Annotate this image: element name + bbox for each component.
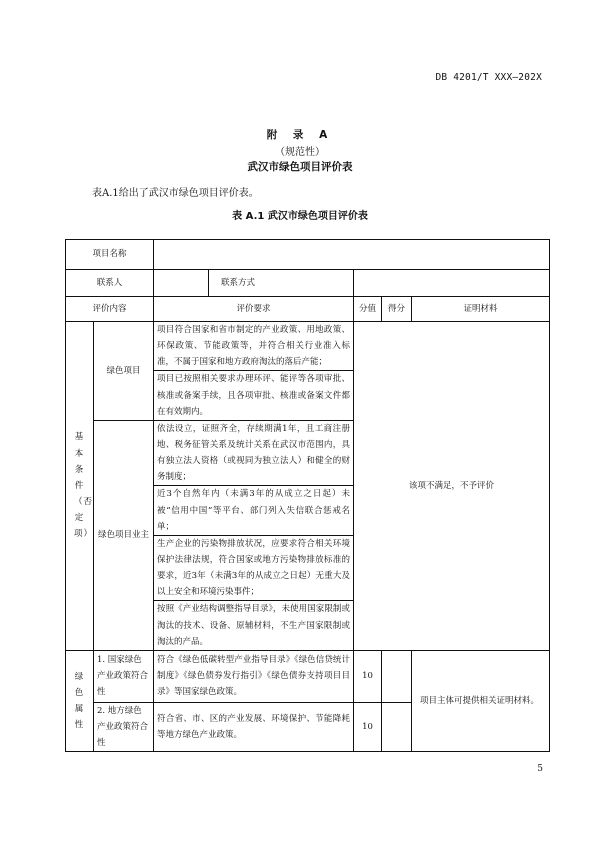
appendix-title: 附 录 A [266, 129, 334, 141]
appendix-normative: （规范性） [275, 147, 325, 158]
green-item-score: 10 [354, 702, 382, 751]
basic-requirement: 生产企业的污染物排放状况，应要求符合相关环境保护法律法规，符合国家或地方污染物排放标准的要求，近3年（未满3年的从成立之日起）无重大及以上安全和环境污染事件； [154, 535, 354, 601]
intro-text: 表A.1给出了武汉市绿色项目评价表。 [92, 188, 259, 199]
project-name-value [154, 240, 550, 270]
header-obtained: 得分 [382, 297, 412, 322]
basic-conditions-label: 基本条件（否定项） [66, 322, 94, 651]
green-item-name: 1. 国家绿色产业政策符合性 [94, 650, 154, 702]
basic-requirement: 项目已按照相关要求办理环评、能评等各项审批、核准或备案手续，且各项审批、核准或备案文件都在有效期内。 [154, 371, 354, 420]
table-caption: 表 A.1 武汉市绿色项目评价表 [232, 211, 368, 222]
contact-value [154, 270, 209, 297]
green-item-obtained [382, 650, 412, 702]
basic-requirement: 依法设立，证照齐全，存续期满1年，且工商注册地、税务征管关系及统计关系在武汉市范围内，具有独立法人资格（或视同为独立法人）和健全的财务制度； [154, 420, 354, 486]
green-item-obtained [382, 702, 412, 751]
green-item-score: 10 [354, 650, 382, 702]
header-requirement: 评价要求 [154, 297, 354, 322]
header-content: 评价内容 [66, 297, 154, 322]
page-number: 5 [537, 764, 543, 774]
green-item-requirement: 符合省、市、区的产业发展、环境保护、节能降耗等地方绿色产业政策。 [154, 702, 354, 751]
green-item-requirement: 符合《绿色低碳转型产业指导目录》《绿色信贷统计制度》《绿色债券发行指引》《绿色债券支持项目目录》等国家绿色政策。 [154, 650, 354, 702]
row-green-1 [66, 650, 550, 702]
contact-method-value [354, 270, 550, 297]
basic-note: 该项不满足，不予评价 [354, 322, 550, 651]
green-project-label: 绿色项目 [94, 322, 154, 421]
basic-requirement: 项目符合国家和省市制定的产业政策、用地政策、环保政策、节能政策等，并符合相关行业准入标准，不属于国家和地方政府淘汰的落后产能； [154, 322, 354, 371]
project-name-label: 项目名称 [66, 240, 154, 270]
row-basic-1 [66, 322, 550, 371]
contact-label: 联系人 [66, 270, 154, 297]
standard-code: DB 4201/T XXX—202X [435, 72, 542, 83]
row-headers [66, 297, 550, 322]
header-score: 分值 [354, 297, 382, 322]
header-evidence: 证明材料 [412, 297, 550, 322]
green-evidence: 项目主体可提供相关证明材料。 [412, 650, 550, 751]
green-item-name: 2. 地方绿色产业政策符合性 [94, 702, 154, 751]
basic-requirement: 近3个自然年内（未满3年的从成立之日起）未被“信用中国”等平台、部门列入失信联合惩戒名单； [154, 486, 354, 535]
evaluation-table [65, 239, 550, 752]
row-project-name [66, 240, 550, 270]
green-attribute-label: 绿色属性 [66, 650, 94, 751]
contact-method-label: 联系方式 [209, 270, 354, 297]
basic-requirement: 按照《产业结构调整指导目录》，未使用国家限制或淘汰的技术、设备、原辅材料，不生产国家限制或淘汰的产品。 [154, 601, 354, 650]
green-owner-label: 绿色项目业主 [94, 420, 154, 650]
row-contact [66, 270, 550, 297]
appendix-name: 武汉市绿色项目评价表 [247, 161, 353, 173]
